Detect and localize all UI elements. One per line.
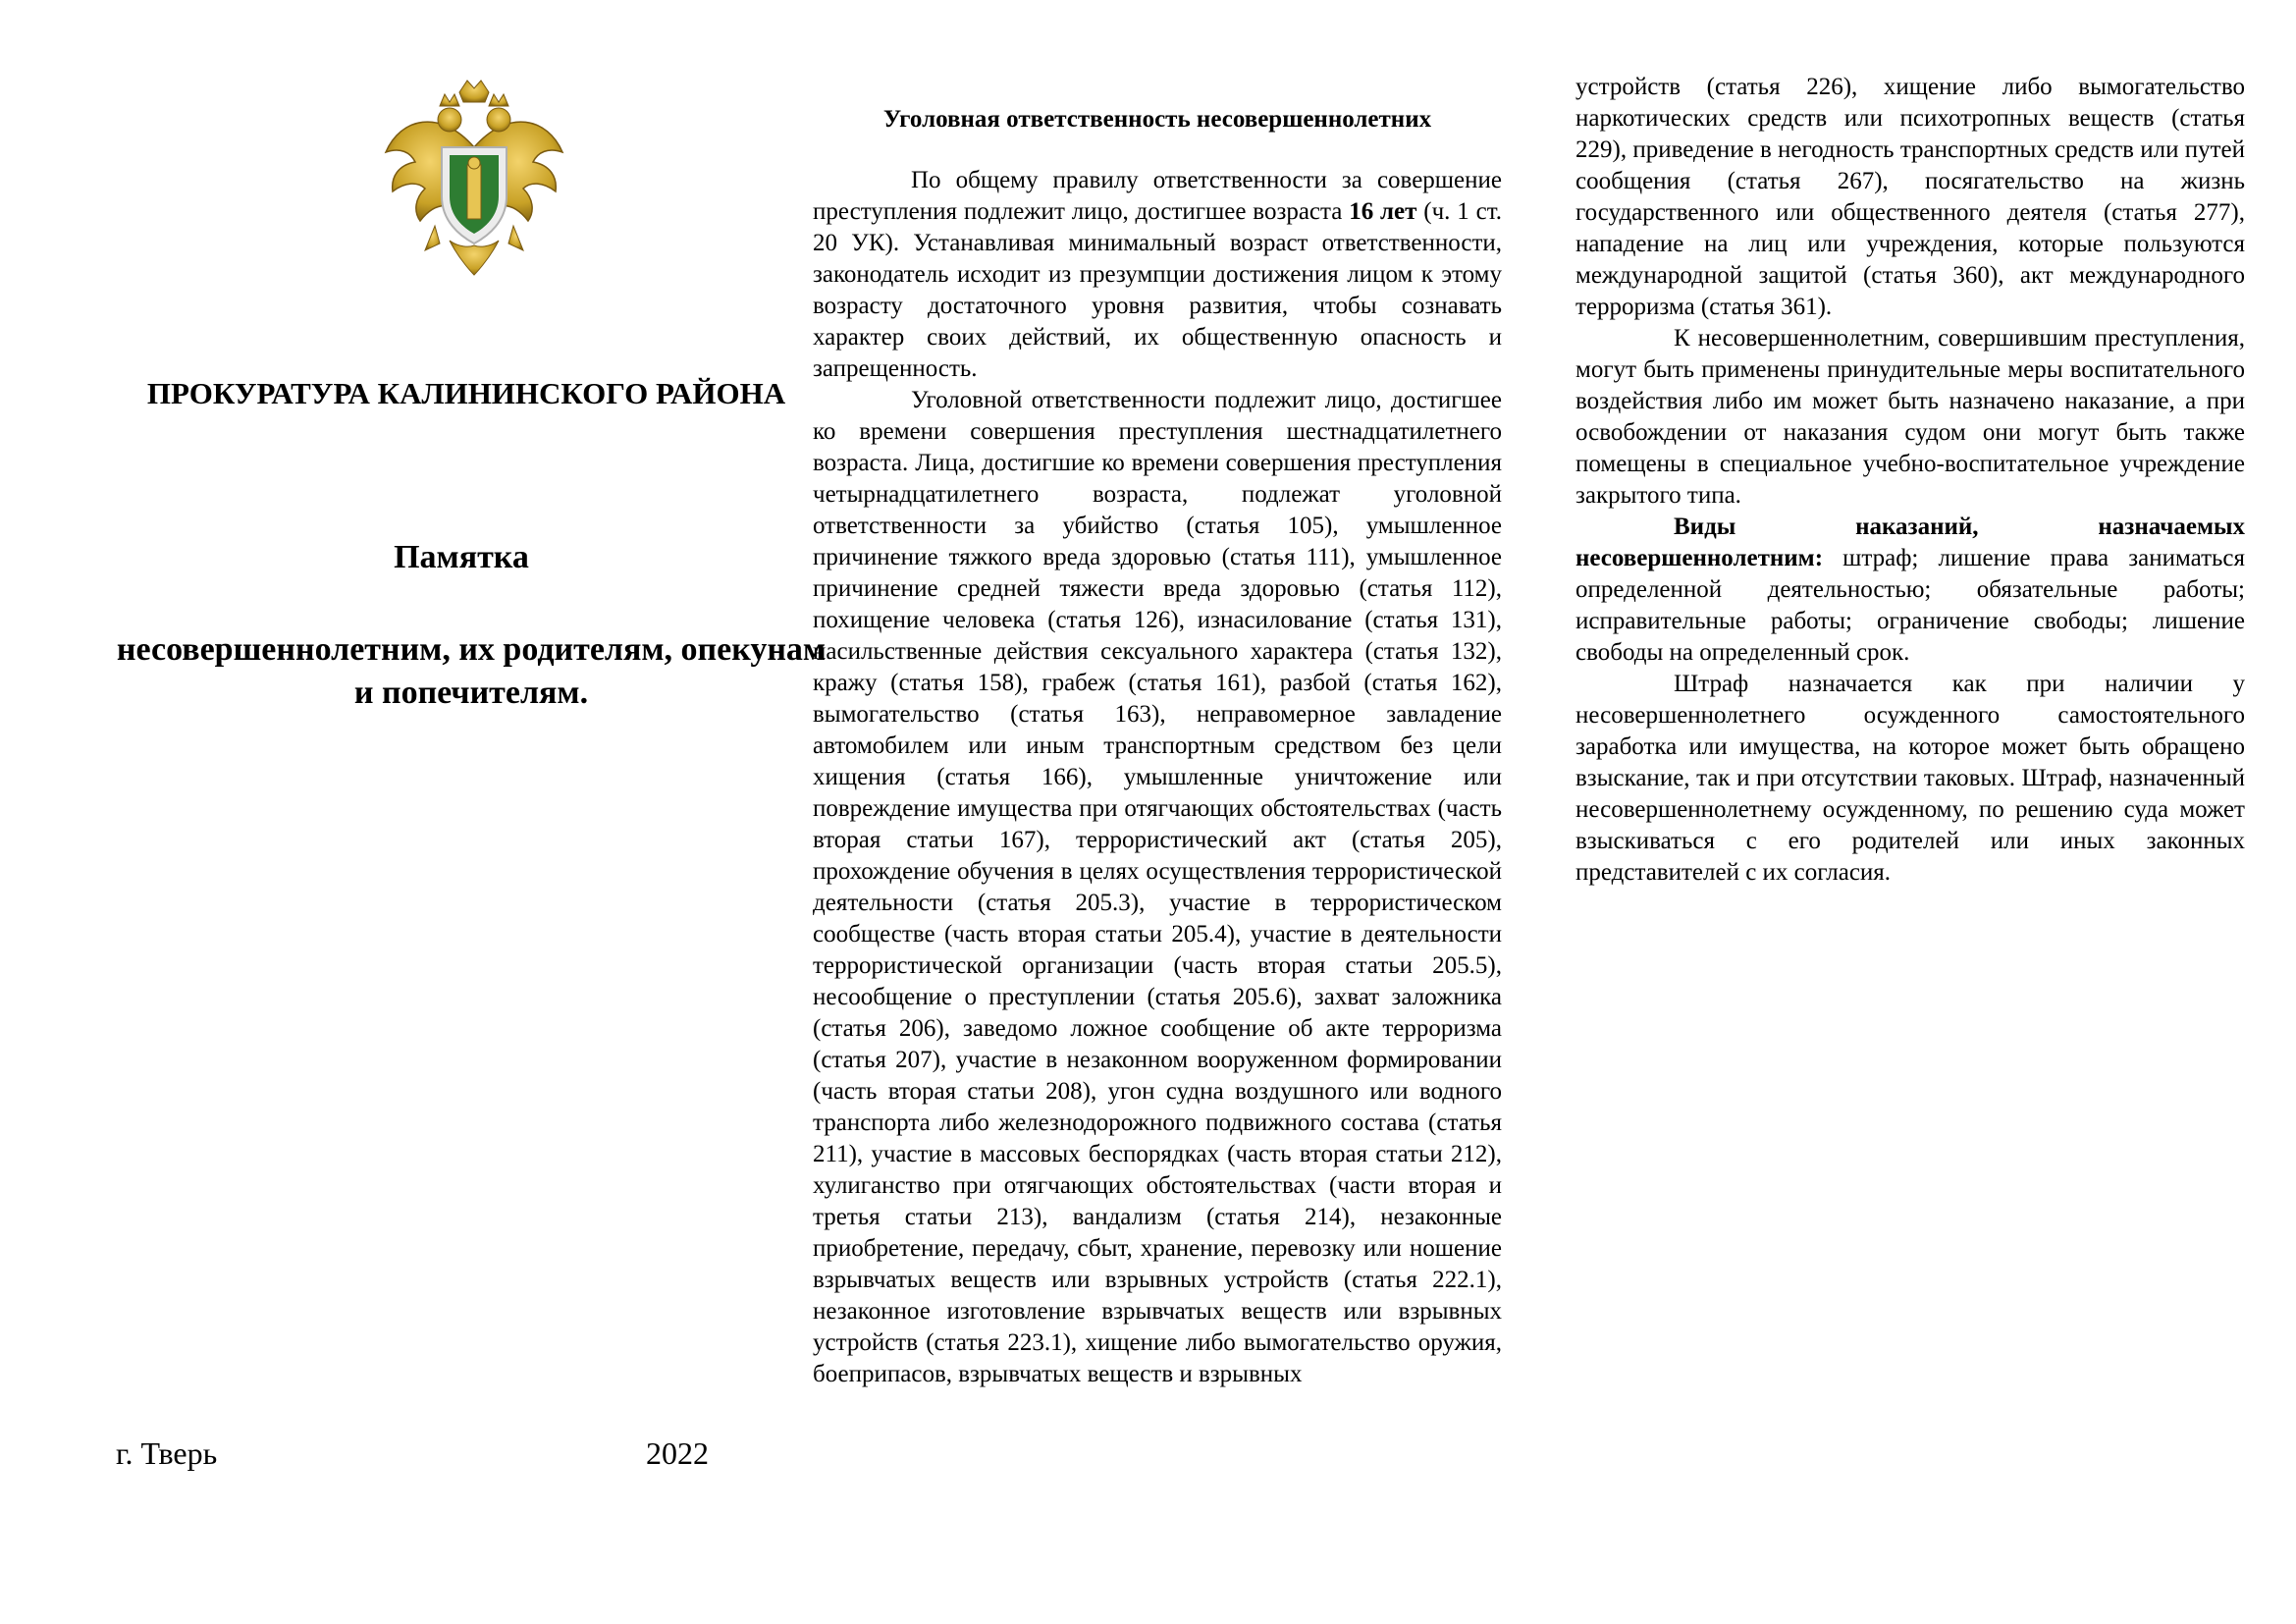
paragraph-educational-measures: К несовершеннолетним, совершившим преступления, могут быть применены принудительные меры воспитательного воздействия либо им может быть назначено наказание, а при освобождении от наказания судом они могут быть также помещены в специальное учебно-воспитательное учреждение закрытого типа. <box>1575 325 2245 509</box>
memo-title: Памятка <box>394 539 529 575</box>
section-heading: Уголовная ответственность несовершеннолетних <box>882 106 1432 133</box>
organization-name: ПРОКУРАТУРА КАЛИНИНСКОГО РАЙОНА <box>146 376 786 410</box>
paragraph-crimes-list-continued: устройств (статья 226), хищение либо вымогательство наркотических средств или психотропных веществ (статья 229), приведение в негодность транспортных средств или путей сообщения (статья 267), посягательство на жизнь государственного или общественного деятеля (статья 277), нападение на лиц или учреждения, которые пользуются международной защитой (статья 360), акт международного терроризма (статья 361). <box>1575 74 2245 320</box>
paragraph-text: По общему правилу ответственности за совершение преступления подлежит лицо, достигшее возраста <box>813 167 1502 225</box>
memo-subtitle: несовершеннолетним, их родителям, опекунам и попечителям. <box>116 631 827 711</box>
paragraph-punishment-types <box>1575 512 2245 669</box>
city: г. Тверь <box>116 1435 218 1471</box>
paragraph-fine: Штраф назначается как при наличии у несовершеннолетнего осужденного самостоятельного заработка или имущества, на которое может быть обращено взыскание, так и при отсутствии таковых. Штраф, назначенный несовершеннолетнему осужденному, по решению суда может взыскиваться с его родителей или иных законных представителей с их согласия. <box>1575 671 2245 886</box>
prosecutor-office-emblem-icon <box>381 79 567 280</box>
age-emphasis: 16 лет <box>1349 198 1417 225</box>
paragraph-crimes-list: Уголовной ответственности подлежит лицо, достигшее ко времени совершения преступления шестнадцатилетнего возраста. Лица, достигшие ко времени совершения преступления четырнадцатилетнего возраста, подлежат уголовной ответственности за убийство (статья 105), умышленное причинение тяжкого вреда здоровью (статья 111), умышленное причинение средней тяжести вреда здоровью (статья 112), похищение человека (статья 126), изнасилование (статья 131), насильственные действия сексуального характера (статья 132), кражу (статья 158), грабеж (статья 161), разбой (статья 162), вымогательство (статья 163), неправомерное завладение автомобилем или иным транспортным средством без цели хищения (статья 166), умышленные уничтожение или повреждение имущества при отягчающих обстоятельствах (часть вторая статьи 167), террористический акт (статья 205), прохождение обучения в целях осуществления террористической деятельности (статья 205.3), участие в террористическом сообществе (часть вторая статьи 205.4), участие в деятельности террористической организации (часть вторая статьи 205.5), несообщение о преступлении (статья 205.6), захват заложника (статья 206), заведомо ложное сообщение об акте терроризма (статья 207), участие в незаконном вооруженном формировании (часть вторая статьи 208), угон судна воздушного или водного транспорта либо железнодорожного подвижного состава (статья 211), участие в массовых беспорядках (часть вторая статьи 212), хулиганство при отягчающих обстоятельствах (части вторая и третья статьи 213), вандализм (статья 214), незаконные приобретение, передачу, сбыт, хранение, перевозку или ношение взрывчатых веществ или взрывных устройств (статья 222.1), незаконное изготовление взрывчатых веществ или взрывных устройств (статья 223.1), хищение либо вымогательство оружия, боеприпасов, взрывчатых веществ и взрывных <box>813 387 1502 1387</box>
paragraph-text: (ч. 1 ст. 20 УК). Устанавливая минимальный возраст ответственности, законодатель исходит из презумпции достижения лицом к этому возрасту достаточного уровня развития, чтобы сознавать характер своих действий, их общественную опасность и запрещенность. <box>813 198 1502 382</box>
right-column <box>1575 72 2245 889</box>
emblem <box>381 79 567 280</box>
punishment-types-label: Виды наказаний, назначаемых несовершеннолетним: <box>1575 514 2245 571</box>
paragraph-text: штраф; лишение права заниматься определенной деятельностью; обязательные работы; исправительные работы; ограничение свободы; лишение свободы на определенный срок. <box>1575 545 2245 666</box>
middle-column <box>813 104 1502 1390</box>
paragraph-age-of-responsibility <box>813 165 1502 385</box>
year: 2022 <box>646 1435 709 1471</box>
